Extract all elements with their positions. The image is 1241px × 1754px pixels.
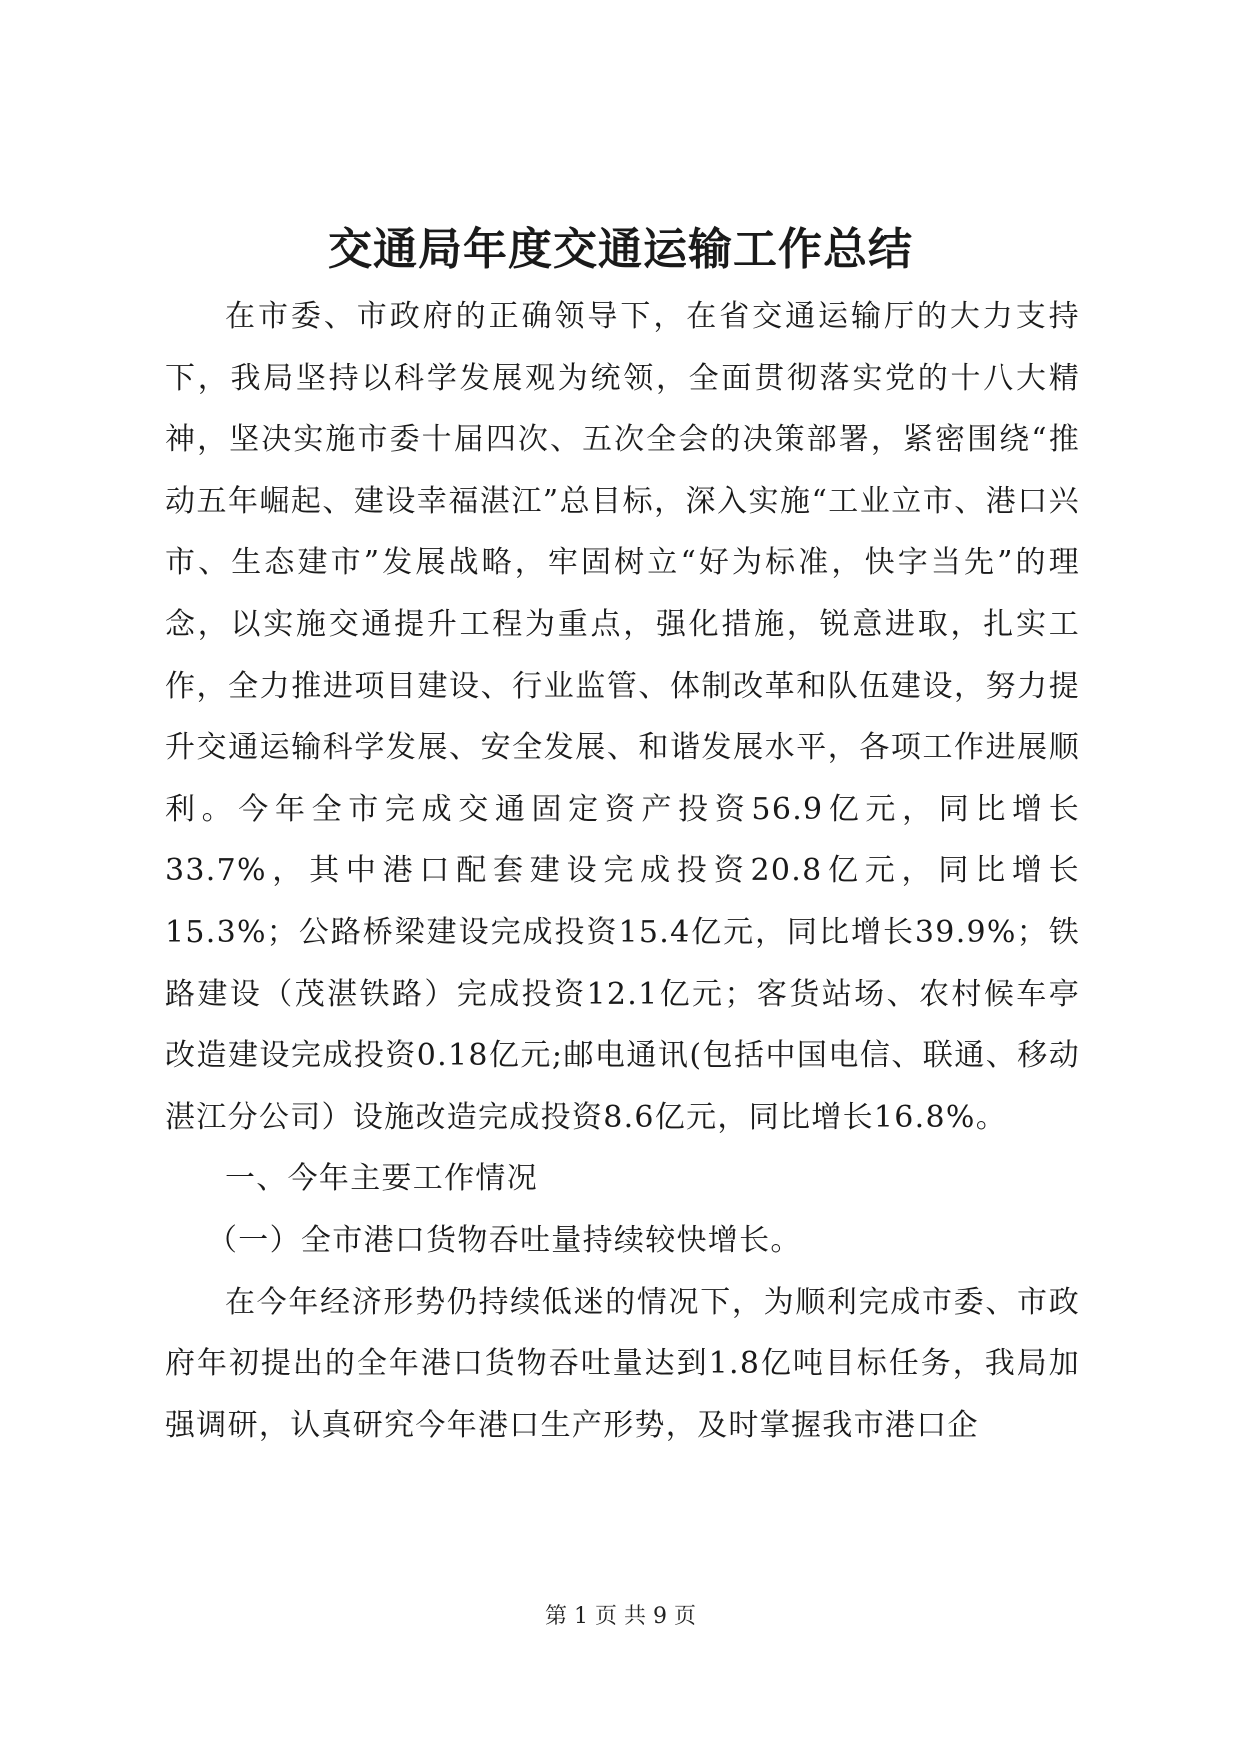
subsection-heading: （一）全市港口货物吞吐量持续较快增长。 [207,1222,802,1258]
intro-paragraph: 在市委、市政府的正确领导下，在省交通运输厅的大力支持下，我局坚持以科学发展观为统领，全面贯彻落实党的十八大精神，坚决实施市委十届四次、五次全会的决策部署，紧密围绕“推动五年崛起、建设幸福湛江”总目标，深入实施“工业立市、港口兴市、生态建市”发展战略，牢固树立“好为标准，快字当先”的理念，以实施交通提升工程为重点，强化措施，锐意进取，扎实工作，全力推进项目建设、行业监管、体制改革和队伍建设，努力提升交通运输科学发展、安全发展、和谐发展水平，各项工作进展顺利。今年全市完成交通固定资产投资56.9亿元，同比增长33.7%，其中港口配套建设完成投资20.8亿元，同比增长15.3%；公路桥梁建设完成投资15.4亿元，同比增长39.9%；铁路建设（茂湛铁路）完成投资12.1亿元；客货站场、农村候车亭改造建设完成投资0.18亿元;邮电通讯(包括中国电信、联通、移动湛江分公司）设施改造完成投资8.6亿元，同比增长16.8%。 [165,299,1080,1135]
document-title: 交通局年度交通运输工作总结 [328,224,913,275]
document-body [165,286,1080,1456]
section-heading: 一、今年主要工作情况 [225,1161,538,1197]
body-paragraph: 在今年经济形势仍持续低迷的情况下，为顺利完成市委、市政府年初提出的全年港口货物吞吐量达到1.8亿吨目标任务，我局加强调研，认真研究今年港口生产形势，及时掌握我市港口企 [165,1284,1080,1443]
page-number-footer: 第 1 页 共 9 页 [545,1604,696,1629]
